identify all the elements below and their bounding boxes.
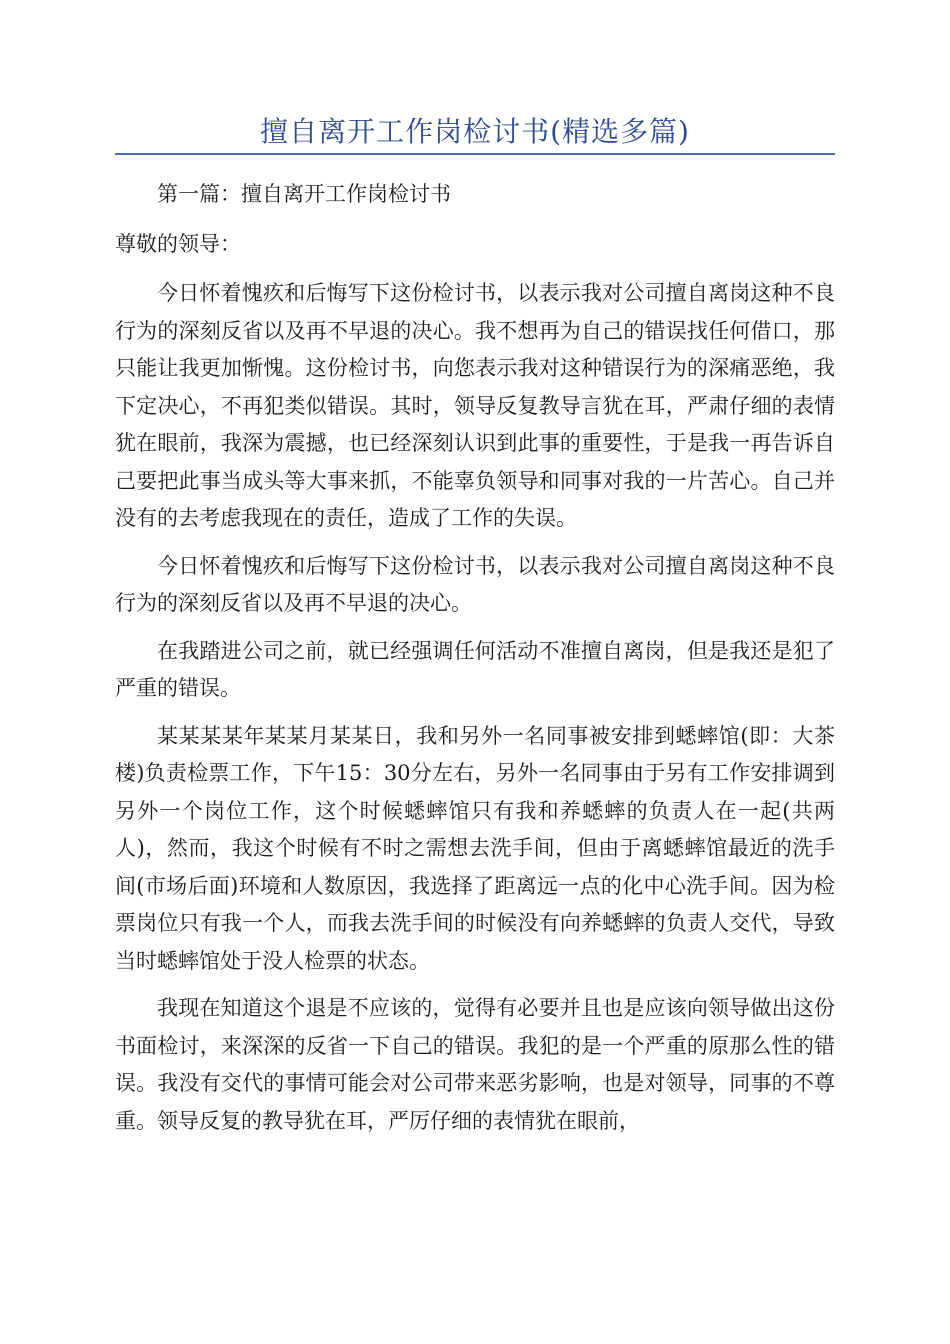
paragraph-4: 某某某某年某某月某某日，我和另外一名同事被安排到蟋蟀馆(即：大茶楼)负责检票工作，下午15：30分左右，另外一名同事由于另有工作安排调到另外一个岗位工作，这个时候蟋蟀馆只有我和养蟋蟀的负责人在一起(共两人)，然而，我这个时候有不时之需想去洗手间，但由于离蟋蟀馆最近的洗手间(市场后面)环境和人数原因，我选择了距离远一点的化中心洗手间。因为检票岗位只有我一个人，而我去洗手间的时候没有向养蟋蟀的负责人交代，导致当时蟋蟀馆处于没人检票的状态。 bbox=[115, 723, 835, 973]
paragraph-5: 我现在知道这个退是不应该的，觉得有必要并且也是应该向领导做出这份书面检讨，来深深的反省一下自己的错误。我犯的是一个严重的原那么性的错误。我没有交代的事情可能会对公司带来恶劣影响，也是对领导，同事的不尊重。领导反复的教导犹在耳，严厉仔细的表情犹在眼前， bbox=[115, 996, 835, 1133]
paragraph-1: 今日怀着愧疚和后悔写下这份检讨书，以表示我对公司擅自离岗这种不良行为的深刻反省以及再不早退的决心。我不想再为自己的错误找任何借口，那只能让我更加惭愧。这份检讨书，向您表示我对这种错误行为的深痛恶绝，我下定决心，不再犯类似错误。其时，领导反复教导言犹在耳，严肃仔细的表情犹在眼前，我深为震撼，也已经深刻认识到此事的重要性，于是我一再告诉自己要把此事当成头等大事来抓，不能辜负领导和同事对我的一片苦心。自己并没有的去考虑我现在的责任，造成了工作的失误。 bbox=[115, 281, 835, 530]
paragraph-2: 今日怀着愧疚和后悔写下这份检讨书，以表示我对公司擅自离岗这种不良行为的深刻反省以及再不早退的决心。 bbox=[115, 553, 835, 615]
salutation: 尊敬的领导： bbox=[115, 231, 241, 256]
document-title: 擅自离开工作岗检讨书(精选多篇) bbox=[260, 115, 690, 148]
title-underline bbox=[115, 153, 835, 155]
document-body bbox=[115, 176, 835, 1150]
section-heading: 第一篇：擅自离开工作岗检讨书 bbox=[157, 182, 451, 206]
paragraph-3: 在我踏进公司之前，就已经强调任何活动不准擅自离岗，但是我还是犯了严重的错误。 bbox=[115, 638, 835, 700]
